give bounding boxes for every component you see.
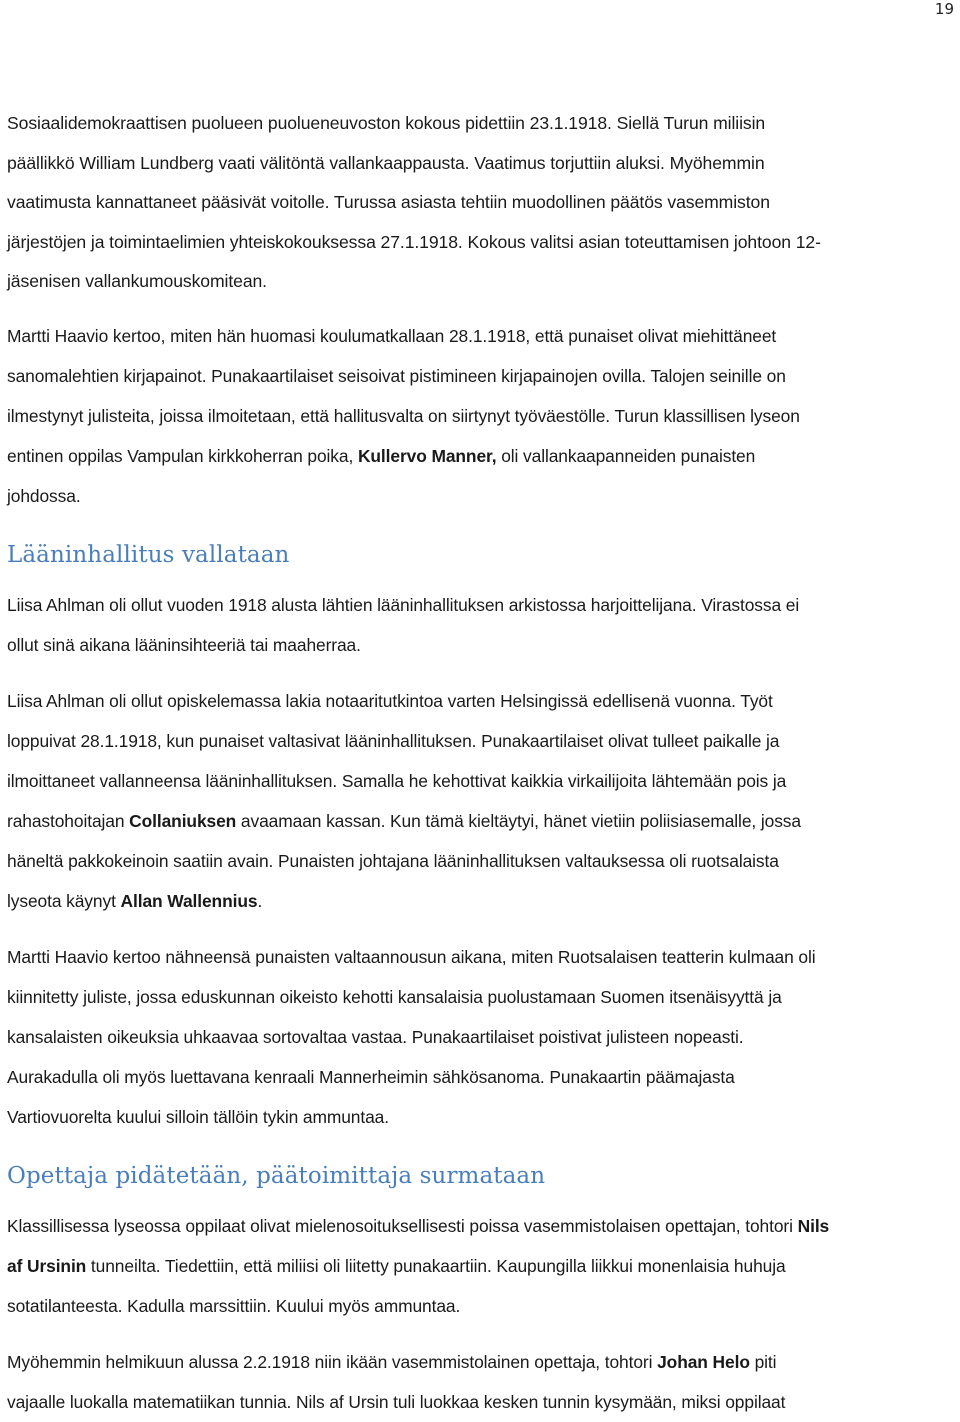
text-segment: piti bbox=[749, 1351, 777, 1372]
person-name-allan-wallennius: Allan Wallennius bbox=[120, 890, 258, 911]
text-line bbox=[7, 1342, 957, 1382]
text-line: Martti Haavio kertoo nähneensä punaisten valtaannousun aikana, miten Ruotsalaisen teatterin kulmaan oli bbox=[7, 946, 816, 967]
text-line bbox=[7, 801, 957, 841]
text-line: kiinnitetty juliste, jossa eduskunnan oikeisto kehotti kansalaisia puolustamaan Suomen itsenäisyyttä ja bbox=[7, 986, 782, 1007]
text-line: häneltä pakkokeinoin saatiin avain. Punaisten johtajana lääninhallituksen valtauksessa oli ruotsalaista bbox=[7, 850, 779, 871]
text-segment: järjestöjen ja toimintaelimien yhteiskokouksessa 27.1.1918. bbox=[7, 231, 463, 252]
text-line: kansalaisten oikeuksia uhkaavaa sortovaltaa vastaa. Punakaartilaiset poistivat julisteen nopeasti. bbox=[7, 1026, 744, 1047]
text-line: vaatimusta kannattaneet pääsivät voitolle. Turussa asiasta tehtiin muodollinen päätös vasemmiston bbox=[7, 192, 770, 212]
person-name-nils: Nils bbox=[797, 1215, 830, 1236]
page-number: 19 bbox=[934, 0, 954, 18]
paragraph-5 bbox=[7, 937, 957, 1137]
person-name-af-ursin: af Ursinin bbox=[7, 1255, 87, 1276]
text-line: päällikkö William Lundberg vaati välitöntä vallankaappausta. Vaatimus torjuttiin aluksi. Myöhemmin bbox=[7, 152, 765, 173]
text-line: jäsenisen vallankumouskomitean. bbox=[7, 271, 267, 291]
text-line: ollut sinä aikana lääninsihteeriä tai maaherraa. bbox=[7, 634, 361, 655]
text-line: sanomalehtien kirjapainot. Punakaartilaiset seisoivat pistimineen kirjapainojen ovilla. Talojen seinille on bbox=[7, 365, 786, 386]
text-line: sotatilanteesta. Kadulla marssittiin. Kuului myös ammuntaa. bbox=[7, 1295, 461, 1316]
paragraph-7 bbox=[7, 1342, 957, 1422]
section-heading-laaninhallitus: Lääninhallitus vallataan bbox=[7, 541, 290, 568]
text-line: johdossa. bbox=[7, 485, 81, 506]
paragraph-2 bbox=[7, 316, 957, 516]
person-name-kullervo-manner: Kullervo Manner, bbox=[357, 445, 497, 466]
text-line: ilmoittaneet vallanneensa lääninhallituksen. Samalla he kehottivat kaikkia virkailijoita lähtemään pois ja bbox=[7, 770, 787, 791]
paragraph-6 bbox=[7, 1206, 957, 1326]
text-line: Liisa Ahlman oli ollut opiskelemassa lakia notaaritutkintoa varten Helsingissä edellisenä vuonna. Työt bbox=[7, 690, 773, 711]
text-line bbox=[7, 223, 957, 263]
text-segment: entinen oppilas Vampulan kirkkoherran poika, bbox=[7, 445, 358, 466]
section-heading-opettaja: Opettaja pidätetään, päätoimittaja surmataan bbox=[7, 1162, 546, 1189]
text-line bbox=[7, 1246, 957, 1286]
text-segment: oli vallankaapanneiden punaisten bbox=[496, 445, 756, 466]
text-line: vajaalle luokalla matematiikan tunnia. Nils af Ursin tuli luokkaa kesken tunnin kysymään, miksi oppilaat bbox=[7, 1391, 786, 1412]
text-segment: Myöhemmin helmikuun alussa 2.2.1918 niin ikään vasemmistolainen opettaja, tohtori bbox=[7, 1351, 658, 1372]
text-line: Liisa Ahlman oli ollut vuoden 1918 alusta lähtien lääninhallituksen arkistossa harjoittelijana. Virastossa ei bbox=[7, 594, 800, 615]
text-line bbox=[7, 436, 957, 476]
text-line bbox=[7, 881, 957, 921]
text-segment: . bbox=[257, 890, 263, 911]
paragraph-4 bbox=[7, 681, 957, 921]
text-segment: Klassillisessa lyseossa oppilaat olivat mielenosoituksellisesti poissa vasemmistolaisen opettajan, tohtori bbox=[7, 1215, 798, 1236]
text-line: Sosiaalidemokraattisen puolueen puolueneuvoston kokous pidettiin 23.1.1918. Siellä Turun miliisin bbox=[7, 113, 766, 133]
text-segment: Kokous valitsi asian toteuttamisen johtoon 12- bbox=[462, 231, 821, 252]
text-line: Martti Haavio kertoo, miten hän huomasi koulumatkallaan 28.1.1918, että punaiset olivat miehittäneet bbox=[7, 325, 777, 346]
text-line: ilmestynyt julisteita, joissa ilmoitetaan, että hallitusvalta on siirtynyt työväestölle. Turun klassillisen lyseon bbox=[7, 405, 800, 426]
person-name-collanius: Collaniuksen bbox=[129, 810, 237, 831]
text-segment: avaamaan kassan. Kun tämä kieltäytyi, hänet vietiin poliisiasemalle, jossa bbox=[236, 810, 801, 831]
text-line: loppuivat 28.1.1918, kun punaiset valtasivat lääninhallituksen. Punakaartilaiset olivat tulleet paikalle ja bbox=[7, 730, 780, 751]
paragraph-1 bbox=[7, 104, 957, 302]
person-name-johan-helo: Johan Helo bbox=[657, 1351, 750, 1372]
document-body bbox=[7, 104, 957, 1422]
text-segment: tunneilta. Tiedettiin, että miliisi oli liitetty punakaartiin. Kaupungilla liikkui monenlaisia huhuja bbox=[86, 1255, 786, 1276]
text-segment: lyseota käynyt bbox=[7, 890, 121, 911]
text-segment: rahastohoitajan bbox=[7, 810, 130, 831]
text-line bbox=[7, 1206, 957, 1246]
paragraph-3 bbox=[7, 585, 957, 665]
text-line: Aurakadulla oli myös luettavana kenraali Mannerheimin sähkösanoma. Punakaartin päämajasta bbox=[7, 1066, 735, 1087]
text-line: Vartiovuorelta kuului silloin tällöin tykin ammuntaa. bbox=[7, 1106, 389, 1127]
